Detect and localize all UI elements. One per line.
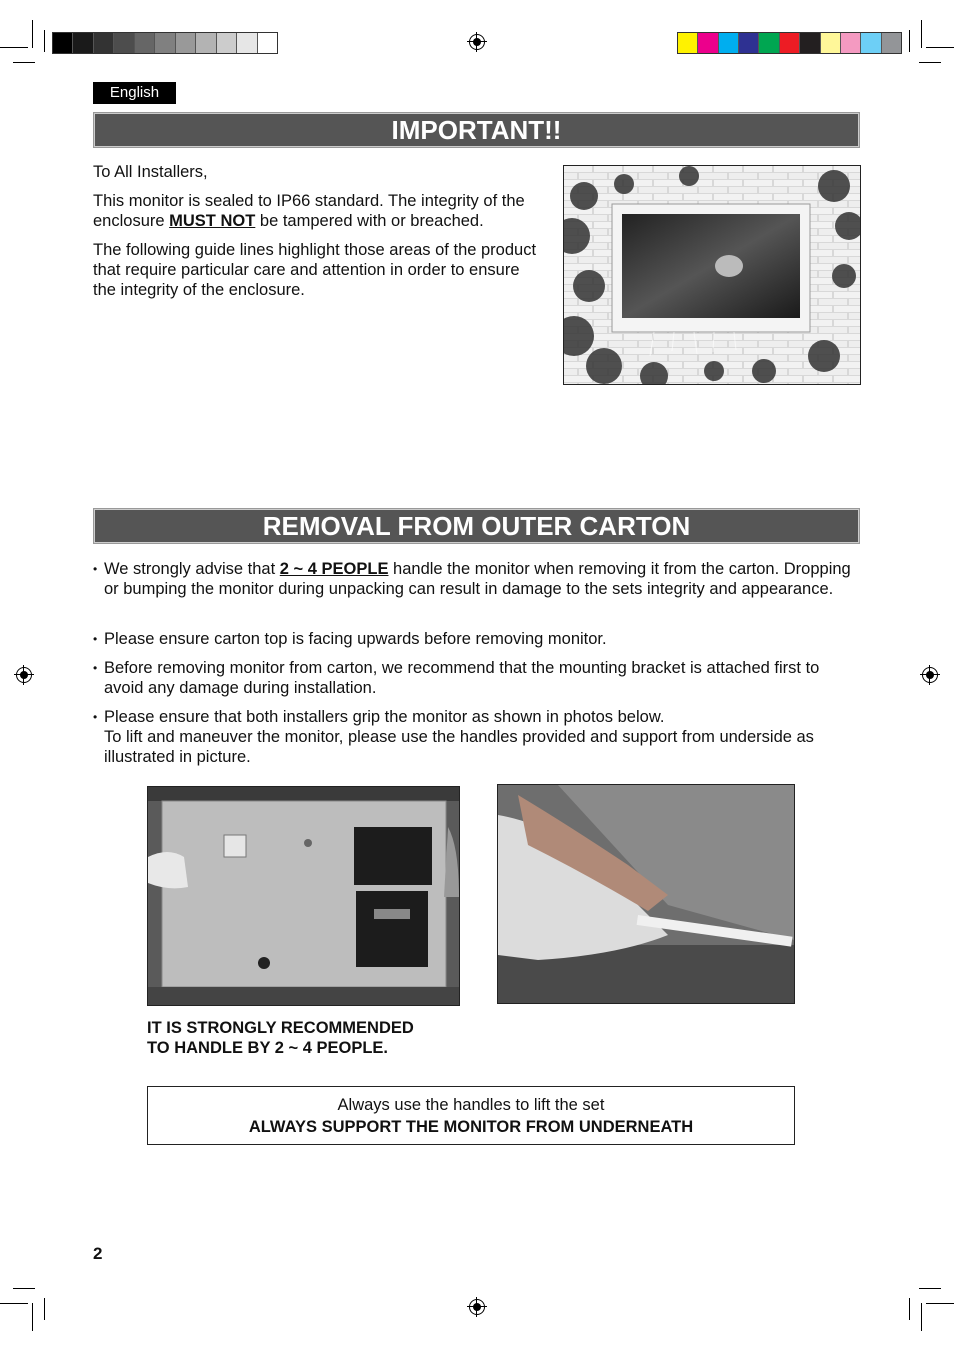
crop-mark <box>44 1298 45 1320</box>
color-swatch <box>821 33 841 53</box>
color-swatch <box>800 33 820 53</box>
bullet-icon: • <box>93 710 98 724</box>
list-item <box>93 559 863 599</box>
color-swatch <box>861 33 881 53</box>
gray-swatch <box>196 33 216 53</box>
sealing-text: This monitor is sealed to IP66 standard. The integrity of the enclosure <box>93 192 525 230</box>
bullet-text-continued: To lift and maneuver the monitor, please use the handles provided and support from underside as illustrated in picture. <box>104 728 814 766</box>
gray-swatch <box>176 33 196 53</box>
list-item <box>93 629 863 649</box>
bullet-icon: • <box>93 562 98 576</box>
caption-line: IT IS STRONGLY RECOMMENDED <box>147 1019 414 1037</box>
brick-wall-monitor-illustration <box>564 166 860 384</box>
important-heading: IMPORTANT!! <box>93 112 860 148</box>
crop-mark <box>44 30 45 52</box>
crop-mark <box>909 30 910 52</box>
caption-line: TO HANDLE BY 2 ~ 4 PEOPLE. <box>147 1039 388 1057</box>
color-swatch <box>719 33 739 53</box>
gray-swatch <box>258 33 277 53</box>
gray-swatch <box>217 33 237 53</box>
crop-mark <box>921 20 922 48</box>
color-swatch <box>698 33 718 53</box>
bullet-text-end: handle the monitor when removing it from the carton. Dropping or bumping the monitor during unpacking can result in damage to the sets integrity and appearance. <box>104 560 851 598</box>
bullet-text: Before removing monitor from carton, we recommend that the mounting bracket is attached first to avoid any damage during installation. <box>104 659 820 697</box>
note-line: Always use the handles to lift the set <box>337 1096 605 1114</box>
bullet-text: We strongly advise that <box>104 560 280 578</box>
gray-swatch <box>94 33 114 53</box>
registration-mark-icon <box>469 34 485 50</box>
crop-mark <box>926 1303 954 1304</box>
crop-mark <box>13 62 35 63</box>
color-swatch <box>841 33 861 53</box>
crop-mark <box>32 20 33 48</box>
crop-mark <box>32 1303 33 1331</box>
registration-mark-icon <box>922 667 938 683</box>
color-calibration-strip <box>677 32 902 54</box>
bullet-text: Please ensure that both installers grip the monitor as shown in photos below. <box>104 708 665 726</box>
gray-swatch <box>73 33 93 53</box>
color-swatch <box>882 33 901 53</box>
crop-mark <box>909 1298 910 1320</box>
removal-heading: REMOVAL FROM OUTER CARTON <box>93 508 860 544</box>
page-number: 2 <box>93 1244 103 1263</box>
gray-swatch <box>114 33 134 53</box>
color-swatch <box>759 33 779 53</box>
must-not-emphasis: MUST NOT <box>169 212 256 230</box>
grayscale-calibration-strip <box>52 32 278 54</box>
guideline-paragraph: The following guide lines highlight those areas of the product that require particular care and attention in order to ensure the integrity of the enclosure. <box>93 241 537 299</box>
color-swatch <box>739 33 759 53</box>
note-emphasis-line: ALWAYS SUPPORT THE MONITOR FROM UNDERNEATH <box>248 1118 694 1136</box>
crop-mark <box>919 62 941 63</box>
registration-mark-icon <box>16 667 32 683</box>
greeting: To All Installers, <box>93 163 208 181</box>
people-count-emphasis: 2 ~ 4 PEOPLE <box>279 560 389 578</box>
bullet-icon: • <box>93 632 98 646</box>
list-item <box>93 658 863 698</box>
registration-mark-icon <box>469 1299 485 1315</box>
important-text <box>93 162 543 309</box>
gray-swatch <box>53 33 73 53</box>
crop-mark <box>0 1303 28 1304</box>
list-item <box>93 707 863 767</box>
crop-mark <box>919 1288 941 1289</box>
crop-mark <box>0 47 28 48</box>
color-swatch <box>780 33 800 53</box>
lifting-handles-photo <box>497 784 795 1004</box>
gray-swatch <box>237 33 257 53</box>
gray-swatch <box>135 33 155 53</box>
bullet-text: Please ensure carton top is facing upwards before removing monitor. <box>104 630 607 648</box>
monitor-rear-handling-photo <box>147 786 460 1006</box>
bullet-icon: • <box>93 661 98 675</box>
handling-caption <box>147 1018 414 1058</box>
lifting-handles-illustration <box>498 785 794 1003</box>
color-swatch <box>678 33 698 53</box>
language-tag: English <box>93 82 176 104</box>
monitor-rear-illustration <box>148 787 459 1005</box>
crop-mark <box>926 47 954 48</box>
support-note-box <box>147 1086 795 1145</box>
crop-mark <box>13 1288 35 1289</box>
gray-swatch <box>155 33 175 53</box>
outdoor-monitor-photo <box>563 165 861 385</box>
crop-mark <box>921 1303 922 1331</box>
sealing-paragraph <box>93 191 543 231</box>
sealing-text-end: be tampered with or breached. <box>255 212 484 230</box>
